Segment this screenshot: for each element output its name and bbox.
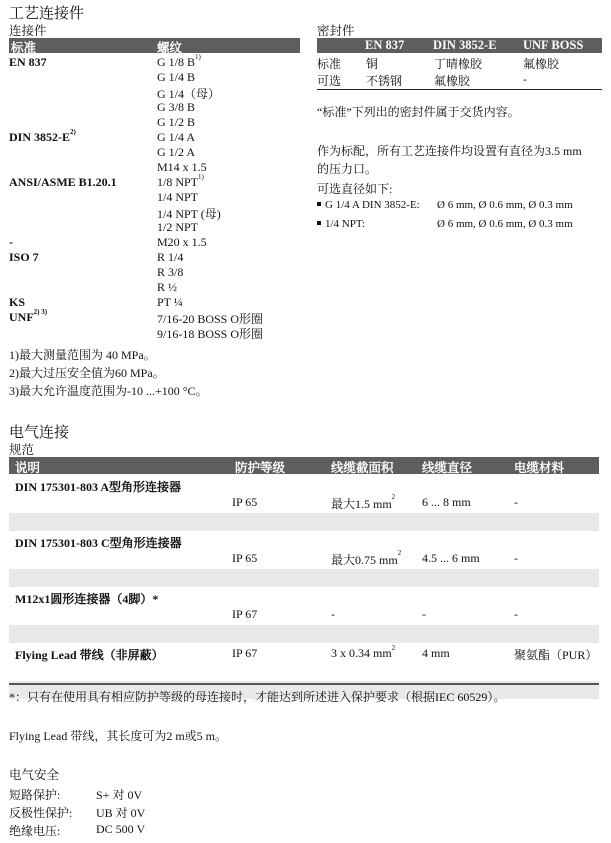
- seal-col-din3852: DIN 3852-E: [433, 38, 497, 52]
- cable-diameter: 4 mm: [422, 646, 450, 660]
- cable-section-text: -: [331, 607, 335, 621]
- connector-name: Flying Lead 带线（非屏蔽）: [15, 648, 164, 662]
- thread-value-text: 1/2 NPT: [157, 220, 199, 234]
- process-footnote: 3)最大允许温度范围为-10 ...+100 °C。: [9, 384, 208, 398]
- standard-name: [9, 130, 76, 145]
- cable-section-text: 最大0.75 mm: [331, 553, 398, 567]
- thread-value-text: G 1/4 A: [157, 130, 196, 144]
- flying-lead-note: Flying Lead 带线，其长度可为2 m或5 m。: [9, 729, 227, 743]
- seal-row-optional-label: 可选: [317, 74, 342, 88]
- bullet-icon: [317, 202, 321, 206]
- process-footnote: 2)最大过压安全值为60 MPa。: [9, 366, 165, 380]
- standard-name: [9, 295, 25, 310]
- ip-rating: IP 67: [232, 607, 258, 621]
- seals-title: 密封件: [317, 24, 355, 38]
- option-value: Ø 6 mm, Ø 0.6 mm, Ø 0.3 mm: [437, 199, 573, 211]
- cable-section: [331, 551, 401, 568]
- option-value: Ø 6 mm, Ø 0.6 mm, Ø 0.3 mm: [437, 218, 573, 230]
- thread-value-text: M14 x 1.5: [157, 160, 207, 174]
- seal-row-optional-unf: -: [523, 72, 527, 86]
- thread-value: [157, 145, 195, 160]
- electrical-subtitle: 规范: [9, 443, 35, 457]
- standard-name: [9, 55, 47, 70]
- unit-superscript: 2: [397, 549, 402, 557]
- header-ip-rating: 防护等级: [235, 461, 286, 475]
- ip-rating: IP 67: [232, 646, 258, 660]
- option-item: [317, 218, 365, 230]
- cable-material: -: [514, 607, 518, 621]
- header-thread: 螺纹: [157, 41, 183, 55]
- safety-label-short-circuit: 短路保护:: [9, 788, 61, 802]
- thread-value: [157, 220, 198, 235]
- thread-value: [157, 175, 204, 190]
- thread-value-text: 1/8 NPT: [157, 175, 199, 189]
- thread-value: [157, 235, 207, 250]
- process-table-header: [9, 38, 300, 53]
- header-cable-material: 电缆材料: [514, 461, 565, 475]
- thread-value: [157, 280, 177, 295]
- cable-material: -: [514, 495, 518, 509]
- seal-col-unf: UNF BOSS: [523, 38, 584, 52]
- cable-section-text: 最大1.5 mm: [331, 497, 392, 511]
- thread-value-text: M20 x 1.5: [157, 235, 207, 249]
- connector-name: DIN 175301-803 C型角形连接器: [15, 536, 182, 550]
- standard-name: [9, 235, 13, 250]
- optional-diameters-text: 可选直径如下:: [317, 182, 393, 196]
- thread-value-text: R ½: [157, 280, 178, 294]
- process-connections-title: 工艺连接件: [9, 6, 85, 22]
- thread-footnote-ref: 1): [198, 173, 204, 181]
- seal-row-standard-en837: 铜: [366, 57, 379, 71]
- thread-value-text: G 1/2 A: [157, 145, 196, 159]
- standard-name-text: ISO 7: [9, 250, 39, 264]
- cable-material: 聚氨酯（PUR）: [514, 648, 598, 662]
- cable-section: [331, 495, 395, 512]
- standard-footnote-ref: 2): [70, 128, 76, 136]
- row-shade: [9, 513, 599, 531]
- cable-diameter: 6 ... 8 mm: [422, 495, 471, 509]
- thread-value: [157, 295, 183, 310]
- thread-value-text: 1/4 NPT: [157, 190, 199, 204]
- thread-value-text: R 3/8: [157, 265, 184, 279]
- header-description: 说明: [15, 461, 41, 475]
- thread-value-text: G 1/4 B: [157, 70, 196, 84]
- header-cable-section: 线缆截面积: [331, 461, 394, 475]
- thread-value-text: R 1/4: [157, 250, 184, 264]
- thread-value-text: 1/4 NPT (母): [157, 207, 221, 221]
- seal-delivery-note: “标准”下列出的密封件属于交货内容。: [317, 105, 520, 119]
- safety-value-insulation: DC 500 V: [96, 822, 146, 836]
- ip-rating: IP 65: [232, 495, 258, 509]
- unit-superscript: 2: [391, 493, 396, 501]
- process-footnote: 1)最大测量范围为 40 MPa。: [9, 348, 156, 362]
- thread-value-text: 7/16-20 BOSS O形圈: [157, 312, 264, 326]
- thread-footnote-ref: 1): [195, 53, 201, 61]
- standard-name-text: KS: [9, 295, 26, 309]
- standard-footnote-ref: 2) 3): [33, 308, 48, 316]
- seal-table-bottom-rule: [317, 89, 602, 90]
- pressure-port-text-2: 的压力口。: [317, 162, 378, 176]
- header-cable-diameter: 线缆直径: [422, 461, 473, 475]
- thread-value-text: G 3/8 B: [157, 100, 196, 114]
- option-item: [317, 199, 420, 211]
- cable-section: [331, 646, 395, 661]
- thread-value: [157, 70, 195, 85]
- thread-value: [157, 100, 195, 115]
- standard-name: [9, 250, 39, 265]
- seal-col-en837: EN 837: [365, 38, 405, 52]
- seal-row-standard-unf: 氟橡胶: [523, 57, 560, 71]
- connector-name: M12x1圆形连接器（4脚）*: [15, 592, 159, 606]
- electrical-table-bottom-rule: [9, 683, 599, 685]
- seal-row-optional-din: 氟橡胶: [434, 74, 471, 88]
- standard-name: [9, 310, 47, 325]
- standard-name-text: UNF: [9, 310, 34, 324]
- standard-name-text: ANSI/ASME B1.20.1: [9, 175, 117, 189]
- seal-table-header: [317, 38, 602, 53]
- pressure-port-text-1: 作为标配，所有工艺连接件均设置有直径为3.5 mm: [317, 144, 582, 158]
- option-label: G 1/4 A DIN 3852-E:: [325, 199, 420, 211]
- cable-section-text: 3 x 0.34 mm: [331, 646, 392, 660]
- thread-value: [157, 325, 263, 342]
- thread-value-text: PT ¼: [157, 295, 183, 309]
- connections-subtitle: 连接件: [9, 24, 47, 38]
- standard-name: [9, 175, 117, 190]
- seal-row-optional-en837: 不锈钢: [366, 74, 403, 88]
- thread-value: [157, 55, 201, 70]
- thread-value-text: G 1/2 B: [157, 115, 196, 129]
- cable-section: [331, 607, 335, 622]
- safety-label-reverse-polarity: 反极性保护:: [9, 806, 73, 820]
- thread-value-text: G 1/8 B: [157, 55, 196, 69]
- thread-value: [157, 130, 195, 145]
- seal-row-standard-din: 丁晴橡胶: [434, 57, 483, 71]
- electrical-table-header: [9, 457, 599, 474]
- thread-value: [157, 190, 198, 205]
- protection-footnote: *：只有在使用具有相应防护等级的母连接时，才能达到所述进入保护要求（根据IEC 60529）。: [9, 690, 506, 704]
- thread-value: [157, 115, 195, 130]
- bullet-icon: [317, 221, 321, 225]
- cable-material: -: [514, 551, 518, 565]
- cable-diameter: 4.5 ... 6 mm: [422, 551, 480, 565]
- thread-value: [157, 250, 183, 265]
- electrical-title: 电气连接: [9, 425, 70, 441]
- header-standard: 标准: [11, 41, 37, 55]
- standard-name-text: -: [9, 235, 13, 249]
- safety-label-insulation: 绝缘电压:: [9, 824, 61, 838]
- seal-row-standard-label: 标准: [317, 57, 342, 71]
- option-label: 1/4 NPT:: [325, 218, 366, 230]
- standard-name-text: EN 837: [9, 55, 47, 69]
- unit-superscript: 2: [391, 644, 396, 652]
- safety-value-reverse-polarity: UB 对 0V: [96, 806, 146, 820]
- row-shade: [9, 625, 599, 643]
- thread-value: [157, 265, 183, 280]
- thread-value-text: 9/16-18 BOSS O形圈: [157, 327, 264, 341]
- ip-rating: IP 65: [232, 551, 258, 565]
- cable-diameter: -: [422, 607, 426, 621]
- connector-name: DIN 175301-803 A型角形连接器: [15, 480, 182, 494]
- electrical-safety-title: 电气安全: [9, 768, 60, 782]
- safety-value-short-circuit: S+ 对 0V: [96, 788, 143, 802]
- row-shade: [9, 569, 599, 587]
- thread-value-text: G 1/4（母）: [157, 87, 221, 101]
- standard-name-text: DIN 3852-E: [9, 130, 71, 144]
